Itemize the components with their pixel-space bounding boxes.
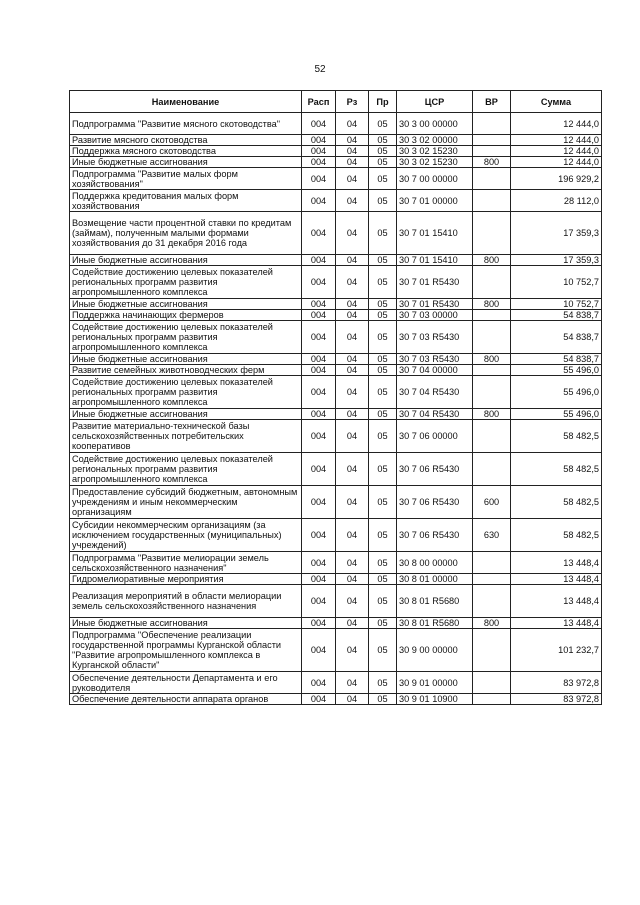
- cell-rasp: 004: [302, 299, 336, 310]
- table-row: [70, 376, 602, 409]
- table-row: [70, 486, 602, 519]
- cell-csr: 30 7 03 R5430: [397, 321, 473, 354]
- cell-rz: 04: [336, 585, 369, 618]
- cell-sum: 83 972,8: [511, 672, 602, 694]
- table-row: [70, 190, 602, 212]
- cell-pr: 05: [369, 212, 397, 255]
- cell-vr: [473, 585, 511, 618]
- table-row: [70, 299, 602, 310]
- cell-name: Иные бюджетные ассигнования: [70, 255, 302, 266]
- cell-csr: 30 9 00 00000: [397, 629, 473, 672]
- table-row: [70, 552, 602, 574]
- table-row: [70, 354, 602, 365]
- cell-vr: [473, 672, 511, 694]
- cell-rasp: 004: [302, 168, 336, 190]
- cell-sum: 54 838,7: [511, 354, 602, 365]
- cell-csr: 30 7 06 R5430: [397, 486, 473, 519]
- cell-pr: 05: [369, 629, 397, 672]
- table-row: [70, 365, 602, 376]
- page-number: 52: [314, 64, 326, 75]
- cell-rz: 04: [336, 365, 369, 376]
- cell-rz: 04: [336, 255, 369, 266]
- cell-name: Предоставление субсидий бюджетным, автономным учреждениям и иным некоммерческим организациям: [70, 486, 302, 519]
- cell-csr: 30 3 02 00000: [397, 135, 473, 146]
- cell-rasp: 004: [302, 255, 336, 266]
- cell-rasp: 004: [302, 113, 336, 135]
- cell-name: Поддержка начинающих фермеров: [70, 310, 302, 321]
- cell-sum: 55 496,0: [511, 376, 602, 409]
- cell-name: Развитие мясного скотоводства: [70, 135, 302, 146]
- cell-name: Подпрограмма "Развитие малых форм хозяйствования": [70, 168, 302, 190]
- cell-sum: 12 444,0: [511, 135, 602, 146]
- cell-csr: 30 7 06 R5430: [397, 519, 473, 552]
- header-csr: ЦСР: [397, 91, 473, 113]
- cell-pr: 05: [369, 354, 397, 365]
- cell-rasp: 004: [302, 672, 336, 694]
- cell-vr: [473, 310, 511, 321]
- cell-csr: 30 7 01 R5430: [397, 299, 473, 310]
- header-pr: Пр: [369, 91, 397, 113]
- cell-csr: 30 9 01 00000: [397, 672, 473, 694]
- table-row: [70, 629, 602, 672]
- cell-pr: 05: [369, 135, 397, 146]
- table-row: [70, 212, 602, 255]
- cell-sum: 54 838,7: [511, 321, 602, 354]
- cell-rz: 04: [336, 299, 369, 310]
- cell-vr: [473, 321, 511, 354]
- cell-rz: 04: [336, 486, 369, 519]
- cell-sum: 83 972,8: [511, 694, 602, 705]
- cell-rasp: 004: [302, 453, 336, 486]
- table-row: [70, 519, 602, 552]
- cell-sum: 12 444,0: [511, 146, 602, 157]
- cell-rz: 04: [336, 519, 369, 552]
- header-sum: Сумма: [511, 91, 602, 113]
- cell-sum: 13 448,4: [511, 618, 602, 629]
- cell-name: Содействие достижению целевых показателей региональных программ развития агропромышленного комплекса: [70, 266, 302, 299]
- cell-name: Реализация мероприятий в области мелиорации земель сельскохозяйственного назначения: [70, 585, 302, 618]
- cell-vr: [473, 694, 511, 705]
- table-row: [70, 168, 602, 190]
- cell-rz: 04: [336, 157, 369, 168]
- cell-name: Обеспечение деятельности аппарата органов: [70, 694, 302, 705]
- cell-sum: 55 496,0: [511, 365, 602, 376]
- table-row: [70, 255, 602, 266]
- cell-pr: 05: [369, 585, 397, 618]
- cell-rasp: 004: [302, 157, 336, 168]
- cell-name: Подпрограмма "Развитие мясного скотоводства": [70, 113, 302, 135]
- cell-csr: 30 7 00 00000: [397, 168, 473, 190]
- cell-rasp: 004: [302, 190, 336, 212]
- budget-table: [69, 90, 602, 705]
- table-row: [70, 453, 602, 486]
- cell-name: Иные бюджетные ассигнования: [70, 299, 302, 310]
- header-rz: Рз: [336, 91, 369, 113]
- cell-csr: 30 8 01 R5680: [397, 585, 473, 618]
- cell-sum: 58 482,5: [511, 420, 602, 453]
- cell-name: Подпрограмма "Обеспечение реализации государственной программы Курганской области "Развитие агропромышленного комплекса в Курганской области": [70, 629, 302, 672]
- cell-csr: 30 7 01 15410: [397, 212, 473, 255]
- cell-vr: [473, 113, 511, 135]
- header-name: Наименование: [70, 91, 302, 113]
- cell-name: Гидромелиоративные мероприятия: [70, 574, 302, 585]
- cell-rz: 04: [336, 574, 369, 585]
- cell-pr: 05: [369, 190, 397, 212]
- cell-pr: 05: [369, 146, 397, 157]
- cell-csr: 30 7 06 00000: [397, 420, 473, 453]
- cell-rz: 04: [336, 420, 369, 453]
- cell-name: Развитие семейных животноводческих ферм: [70, 365, 302, 376]
- table-row: [70, 409, 602, 420]
- cell-vr: 800: [473, 255, 511, 266]
- cell-name: Содействие достижению целевых показателей региональных программ развития агропромышленного комплекса: [70, 321, 302, 354]
- cell-csr: 30 3 02 15230: [397, 146, 473, 157]
- cell-sum: 196 929,2: [511, 168, 602, 190]
- cell-rasp: 004: [302, 212, 336, 255]
- cell-name: Подпрограмма "Развитие мелиорации земель сельскохозяйственного назначения": [70, 552, 302, 574]
- cell-pr: 05: [369, 574, 397, 585]
- cell-name: Возмещение части процентной ставки по кредитам (займам), полученным малыми формами хозяйствования до 31 декабря 2016 года: [70, 212, 302, 255]
- cell-rz: 04: [336, 453, 369, 486]
- cell-csr: 30 8 01 00000: [397, 574, 473, 585]
- cell-sum: 13 448,4: [511, 552, 602, 574]
- cell-rasp: 004: [302, 694, 336, 705]
- table-row: [70, 420, 602, 453]
- cell-vr: 800: [473, 618, 511, 629]
- cell-csr: 30 3 02 15230: [397, 157, 473, 168]
- cell-name: Содействие достижению целевых показателей региональных программ развития агропромышленного комплекса: [70, 453, 302, 486]
- table-row: [70, 321, 602, 354]
- cell-pr: 05: [369, 255, 397, 266]
- table-row: [70, 146, 602, 157]
- cell-rz: 04: [336, 354, 369, 365]
- cell-vr: [473, 190, 511, 212]
- cell-sum: 54 838,7: [511, 310, 602, 321]
- cell-sum: 101 232,7: [511, 629, 602, 672]
- cell-rasp: 004: [302, 585, 336, 618]
- cell-pr: 05: [369, 552, 397, 574]
- header-rasp: Расп: [302, 91, 336, 113]
- cell-vr: [473, 168, 511, 190]
- cell-pr: 05: [369, 486, 397, 519]
- cell-sum: 28 112,0: [511, 190, 602, 212]
- cell-csr: 30 3 00 00000: [397, 113, 473, 135]
- cell-sum: 58 482,5: [511, 453, 602, 486]
- cell-pr: 05: [369, 618, 397, 629]
- cell-name: Иные бюджетные ассигнования: [70, 618, 302, 629]
- cell-vr: 600: [473, 486, 511, 519]
- table-row: [70, 672, 602, 694]
- cell-rz: 04: [336, 618, 369, 629]
- cell-pr: 05: [369, 694, 397, 705]
- table-row: [70, 266, 602, 299]
- cell-vr: 800: [473, 299, 511, 310]
- cell-rz: 04: [336, 321, 369, 354]
- cell-vr: [473, 365, 511, 376]
- cell-rz: 04: [336, 694, 369, 705]
- cell-rz: 04: [336, 190, 369, 212]
- cell-pr: 05: [369, 310, 397, 321]
- table-row: [70, 694, 602, 705]
- cell-rasp: 004: [302, 629, 336, 672]
- cell-sum: 10 752,7: [511, 266, 602, 299]
- cell-name: Иные бюджетные ассигнования: [70, 354, 302, 365]
- cell-pr: 05: [369, 299, 397, 310]
- cell-pr: 05: [369, 376, 397, 409]
- cell-csr: 30 7 04 R5430: [397, 409, 473, 420]
- cell-vr: [473, 453, 511, 486]
- cell-name: Поддержка кредитования малых форм хозяйствования: [70, 190, 302, 212]
- cell-rz: 04: [336, 113, 369, 135]
- cell-name: Обеспечение деятельности Департамента и его руководителя: [70, 672, 302, 694]
- cell-rz: 04: [336, 409, 369, 420]
- cell-rasp: 004: [302, 574, 336, 585]
- cell-rz: 04: [336, 629, 369, 672]
- cell-rasp: 004: [302, 519, 336, 552]
- table-row: [70, 157, 602, 168]
- cell-vr: 800: [473, 409, 511, 420]
- cell-vr: 800: [473, 354, 511, 365]
- cell-vr: [473, 552, 511, 574]
- cell-csr: 30 7 06 R5430: [397, 453, 473, 486]
- cell-name: Содействие достижению целевых показателей региональных программ развития агропромышленного комплекса: [70, 376, 302, 409]
- header-vr: ВР: [473, 91, 511, 113]
- cell-rz: 04: [336, 672, 369, 694]
- table-row: [70, 574, 602, 585]
- cell-rasp: 004: [302, 376, 336, 409]
- cell-vr: [473, 266, 511, 299]
- cell-vr: [473, 574, 511, 585]
- cell-sum: 55 496,0: [511, 409, 602, 420]
- cell-vr: [473, 146, 511, 157]
- cell-rasp: 004: [302, 365, 336, 376]
- cell-csr: 30 9 01 10900: [397, 694, 473, 705]
- cell-sum: 13 448,4: [511, 585, 602, 618]
- cell-rasp: 004: [302, 146, 336, 157]
- cell-name: Иные бюджетные ассигнования: [70, 409, 302, 420]
- cell-rasp: 004: [302, 409, 336, 420]
- cell-vr: 630: [473, 519, 511, 552]
- cell-csr: 30 7 01 15410: [397, 255, 473, 266]
- cell-csr: 30 7 04 R5430: [397, 376, 473, 409]
- table-row: [70, 135, 602, 146]
- cell-pr: 05: [369, 519, 397, 552]
- table-row: [70, 310, 602, 321]
- table-row: [70, 618, 602, 629]
- cell-pr: 05: [369, 168, 397, 190]
- cell-rasp: 004: [302, 310, 336, 321]
- cell-rasp: 004: [302, 135, 336, 146]
- cell-csr: 30 7 03 00000: [397, 310, 473, 321]
- cell-rz: 04: [336, 552, 369, 574]
- cell-sum: 58 482,5: [511, 486, 602, 519]
- cell-sum: 12 444,0: [511, 113, 602, 135]
- cell-rasp: 004: [302, 486, 336, 519]
- cell-rasp: 004: [302, 552, 336, 574]
- cell-sum: 17 359,3: [511, 255, 602, 266]
- cell-pr: 05: [369, 409, 397, 420]
- cell-rz: 04: [336, 135, 369, 146]
- cell-pr: 05: [369, 157, 397, 168]
- cell-rasp: 004: [302, 321, 336, 354]
- cell-name: Развитие материально-технической базы сельскохозяйственных потребительских кооперативов: [70, 420, 302, 453]
- cell-rz: 04: [336, 168, 369, 190]
- cell-pr: 05: [369, 321, 397, 354]
- cell-name: Поддержка мясного скотоводства: [70, 146, 302, 157]
- cell-vr: [473, 629, 511, 672]
- cell-sum: 13 448,4: [511, 574, 602, 585]
- cell-rz: 04: [336, 212, 369, 255]
- cell-rz: 04: [336, 146, 369, 157]
- cell-vr: [473, 420, 511, 453]
- cell-sum: 10 752,7: [511, 299, 602, 310]
- cell-csr: 30 8 01 R5680: [397, 618, 473, 629]
- cell-vr: [473, 135, 511, 146]
- cell-pr: 05: [369, 113, 397, 135]
- cell-rasp: 004: [302, 354, 336, 365]
- cell-pr: 05: [369, 672, 397, 694]
- cell-csr: 30 7 01 R5430: [397, 266, 473, 299]
- cell-rasp: 004: [302, 420, 336, 453]
- cell-pr: 05: [369, 420, 397, 453]
- cell-vr: [473, 376, 511, 409]
- cell-rz: 04: [336, 310, 369, 321]
- cell-csr: 30 7 04 00000: [397, 365, 473, 376]
- cell-sum: 58 482,5: [511, 519, 602, 552]
- cell-sum: 17 359,3: [511, 212, 602, 255]
- cell-name: Субсидии некоммерческим организациям (за исключением государственных (муниципальных) учреждений): [70, 519, 302, 552]
- cell-csr: 30 7 01 00000: [397, 190, 473, 212]
- table-header-row: [70, 91, 602, 113]
- cell-rasp: 004: [302, 266, 336, 299]
- cell-vr: [473, 212, 511, 255]
- cell-pr: 05: [369, 266, 397, 299]
- table-row: [70, 585, 602, 618]
- cell-pr: 05: [369, 365, 397, 376]
- cell-csr: 30 7 03 R5430: [397, 354, 473, 365]
- cell-csr: 30 8 00 00000: [397, 552, 473, 574]
- cell-rz: 04: [336, 376, 369, 409]
- cell-vr: 800: [473, 157, 511, 168]
- cell-pr: 05: [369, 453, 397, 486]
- cell-sum: 12 444,0: [511, 157, 602, 168]
- cell-rz: 04: [336, 266, 369, 299]
- cell-rasp: 004: [302, 618, 336, 629]
- table-row: [70, 113, 602, 135]
- cell-name: Иные бюджетные ассигнования: [70, 157, 302, 168]
